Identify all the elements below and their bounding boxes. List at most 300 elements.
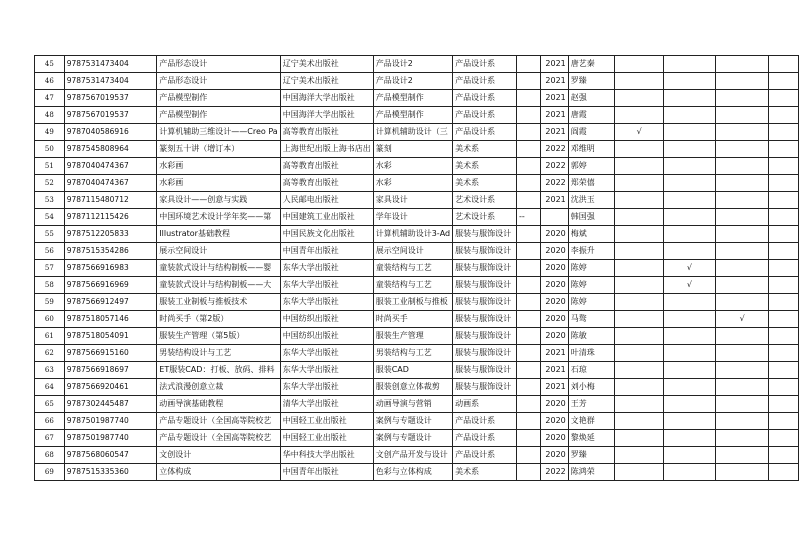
- extra-cell: [517, 124, 541, 141]
- department-cell: 产品设计系: [453, 90, 517, 107]
- department-cell: 服装与服饰设计: [453, 311, 517, 328]
- empty-cell: [769, 56, 799, 73]
- table-row: [35, 90, 799, 107]
- course-cell: 篆刻: [373, 141, 452, 158]
- title-cell: Illustrator基础教程: [157, 226, 280, 243]
- title-cell: ET服装CAD：打板、放码、排料: [157, 362, 280, 379]
- course-cell: 计算机辅助设计3-Ad: [373, 226, 452, 243]
- extra-cell: [517, 447, 541, 464]
- department-cell: 产品设计系: [453, 56, 517, 73]
- course-cell: 案例与专题设计: [373, 413, 452, 430]
- mark-cell-3: [716, 413, 769, 430]
- table-row: [35, 226, 799, 243]
- empty-cell: [769, 260, 799, 277]
- publisher-cell: 人民邮电出版社: [280, 192, 373, 209]
- mark-cell-2: [663, 311, 715, 328]
- course-cell: 时尚买手: [373, 311, 452, 328]
- extra-cell: [517, 158, 541, 175]
- mark-cell-3: [716, 209, 769, 226]
- extra-cell: [517, 311, 541, 328]
- table-row: [35, 328, 799, 345]
- mark-cell-2: [663, 464, 715, 481]
- isbn-cell: 9787112115426: [64, 209, 157, 226]
- publisher-cell: 中国民族文化出版社: [280, 226, 373, 243]
- course-cell: 案例与专题设计: [373, 430, 452, 447]
- mark-cell-2: [663, 379, 715, 396]
- mark-cell-2: [663, 73, 715, 90]
- extra-cell: [517, 56, 541, 73]
- table-row: [35, 209, 799, 226]
- author-cell: 郭婷: [568, 158, 615, 175]
- table-row: [35, 107, 799, 124]
- table-row: [35, 396, 799, 413]
- mark-cell-1: [615, 243, 663, 260]
- spreadsheet-page: [34, 55, 799, 481]
- year-cell: 2022: [540, 175, 568, 192]
- mark-cell-1: [615, 345, 663, 362]
- mark-cell-1: [615, 447, 663, 464]
- publisher-cell: 中国青年出版社: [280, 243, 373, 260]
- author-cell: 赵强: [568, 90, 615, 107]
- title-cell: 童装款式设计与结构制板——大: [157, 277, 280, 294]
- department-cell: 服装与服饰设计: [453, 294, 517, 311]
- year-cell: 2021: [540, 73, 568, 90]
- department-cell: 服装与服饰设计: [453, 243, 517, 260]
- title-cell: 产品专题设计（全国高等院校艺: [157, 413, 280, 430]
- mark-cell-3: [716, 175, 769, 192]
- year-cell: 2020: [540, 277, 568, 294]
- mark-cell-3: [716, 430, 769, 447]
- table-row: [35, 73, 799, 90]
- course-cell: 童装结构与工艺: [373, 277, 452, 294]
- row-index: 56: [35, 243, 65, 260]
- mark-cell-3: [716, 260, 769, 277]
- year-cell: 2021: [540, 124, 568, 141]
- table-row: [35, 345, 799, 362]
- table-row: [35, 192, 799, 209]
- row-index: 46: [35, 73, 65, 90]
- empty-cell: [769, 345, 799, 362]
- year-cell: 2021: [540, 107, 568, 124]
- mark-cell-3: [716, 124, 769, 141]
- department-cell: 美术系: [453, 158, 517, 175]
- author-cell: 马骜: [568, 311, 615, 328]
- mark-cell-1: [615, 107, 663, 124]
- row-index: 69: [35, 464, 65, 481]
- mark-cell-3: [716, 141, 769, 158]
- publisher-cell: 中国纺织出版社: [280, 311, 373, 328]
- department-cell: 服装与服饰设计: [453, 362, 517, 379]
- course-cell: 水彩: [373, 175, 452, 192]
- publisher-cell: 华中科技大学出版社: [280, 447, 373, 464]
- course-cell: 产品模型制作: [373, 90, 452, 107]
- author-cell: 罗臻: [568, 447, 615, 464]
- mark-cell-3: [716, 107, 769, 124]
- isbn-cell: 9787515335360: [64, 464, 157, 481]
- year-cell: 2022: [540, 158, 568, 175]
- title-cell: 时尚买手（第2版）: [157, 311, 280, 328]
- year-cell: 2021: [540, 56, 568, 73]
- mark-cell-1: [615, 413, 663, 430]
- author-cell: 陈婷: [568, 294, 615, 311]
- title-cell: 产品形态设计: [157, 56, 280, 73]
- publisher-cell: 清华大学出版社: [280, 396, 373, 413]
- table-row: [35, 158, 799, 175]
- table-body: [35, 56, 799, 481]
- isbn-cell: 9787515354286: [64, 243, 157, 260]
- isbn-cell: 9787115480712: [64, 192, 157, 209]
- mark-cell-3: [716, 396, 769, 413]
- publisher-cell: 高等教育出版社: [280, 175, 373, 192]
- empty-cell: [769, 192, 799, 209]
- row-index: 55: [35, 226, 65, 243]
- publisher-cell: 东华大学出版社: [280, 277, 373, 294]
- extra-cell: [517, 192, 541, 209]
- extra-cell: [517, 328, 541, 345]
- mark-cell-1: [615, 328, 663, 345]
- empty-cell: [769, 311, 799, 328]
- course-cell: 色彩与立体构成: [373, 464, 452, 481]
- department-cell: 产品设计系: [453, 430, 517, 447]
- extra-cell: [517, 362, 541, 379]
- year-cell: 2021: [540, 90, 568, 107]
- publisher-cell: 中国海洋大学出版社: [280, 90, 373, 107]
- year-cell: 2020: [540, 260, 568, 277]
- title-cell: 男装结构设计与工艺: [157, 345, 280, 362]
- mark-cell-2: [663, 107, 715, 124]
- course-cell: 文创产品开发与设计: [373, 447, 452, 464]
- title-cell: 服装工业制板与推板技术: [157, 294, 280, 311]
- empty-cell: [769, 141, 799, 158]
- course-cell: 童装结构与工艺: [373, 260, 452, 277]
- year-cell: 2020: [540, 447, 568, 464]
- empty-cell: [769, 124, 799, 141]
- author-cell: 唐艺秦: [568, 56, 615, 73]
- mark-cell-1: [615, 362, 663, 379]
- table-row: [35, 464, 799, 481]
- course-cell: 产品设计2: [373, 73, 452, 90]
- author-cell: 黎焕延: [568, 430, 615, 447]
- extra-cell: [517, 73, 541, 90]
- isbn-cell: 9787568060547: [64, 447, 157, 464]
- empty-cell: [769, 209, 799, 226]
- isbn-cell: 9787302445487: [64, 396, 157, 413]
- publisher-cell: 高等教育出版社: [280, 124, 373, 141]
- extra-cell: [517, 379, 541, 396]
- department-cell: 产品设计系: [453, 447, 517, 464]
- mark-cell-3: [716, 464, 769, 481]
- title-cell: 水彩画: [157, 175, 280, 192]
- row-index: 49: [35, 124, 65, 141]
- table-row: [35, 260, 799, 277]
- mark-cell-2: [663, 124, 715, 141]
- publisher-cell: 中国轻工业出版社: [280, 413, 373, 430]
- mark-cell-2: [663, 141, 715, 158]
- empty-cell: [769, 226, 799, 243]
- extra-cell: [517, 175, 541, 192]
- author-cell: 陈婷: [568, 260, 615, 277]
- title-cell: 童装款式设计与结构制板——婴: [157, 260, 280, 277]
- publisher-cell: 东华大学出版社: [280, 362, 373, 379]
- mark-cell-3: [716, 56, 769, 73]
- course-cell: 男装结构与工艺: [373, 345, 452, 362]
- empty-cell: [769, 328, 799, 345]
- publisher-cell: 辽宁美术出版社: [280, 73, 373, 90]
- title-cell: 立体构成: [157, 464, 280, 481]
- table-row: [35, 379, 799, 396]
- mark-cell-2: [663, 328, 715, 345]
- author-cell: 唐霞: [568, 107, 615, 124]
- extra-cell: [517, 243, 541, 260]
- empty-cell: [769, 175, 799, 192]
- course-cell: 动画导演与营销: [373, 396, 452, 413]
- author-cell: 陈敏: [568, 328, 615, 345]
- row-index: 62: [35, 345, 65, 362]
- mark-cell-3: [716, 277, 769, 294]
- publisher-cell: 上海世纪出版上海书店出: [280, 141, 373, 158]
- mark-cell-1: [615, 73, 663, 90]
- author-cell: 文艳群: [568, 413, 615, 430]
- mark-cell-2: [663, 362, 715, 379]
- mark-cell-2: [663, 90, 715, 107]
- empty-cell: [769, 396, 799, 413]
- mark-cell-2: [663, 56, 715, 73]
- department-cell: 动画系: [453, 396, 517, 413]
- mark-cell-2: [663, 294, 715, 311]
- isbn-cell: 9787566920461: [64, 379, 157, 396]
- mark-cell-3: √: [716, 311, 769, 328]
- table-row: [35, 141, 799, 158]
- year-cell: 2022: [540, 141, 568, 158]
- author-cell: 郑荣僖: [568, 175, 615, 192]
- mark-cell-2: [663, 413, 715, 430]
- department-cell: 服装与服饰设计: [453, 328, 517, 345]
- publisher-cell: 中国海洋大学出版社: [280, 107, 373, 124]
- table-row: [35, 294, 799, 311]
- course-cell: 产品设计2: [373, 56, 452, 73]
- empty-cell: [769, 107, 799, 124]
- mark-cell-3: [716, 73, 769, 90]
- mark-cell-3: [716, 328, 769, 345]
- mark-cell-1: [615, 277, 663, 294]
- title-cell: 家具设计——创意与实践: [157, 192, 280, 209]
- year-cell: 2021: [540, 345, 568, 362]
- year-cell: 2021: [540, 192, 568, 209]
- department-cell: 服装与服饰设计: [453, 345, 517, 362]
- mark-cell-2: √: [663, 260, 715, 277]
- title-cell: 动画导演基础教程: [157, 396, 280, 413]
- isbn-cell: 9787040474367: [64, 175, 157, 192]
- publisher-cell: 中国建筑工业出版社: [280, 209, 373, 226]
- author-cell: 阎霞: [568, 124, 615, 141]
- extra-cell: [517, 90, 541, 107]
- department-cell: 美术系: [453, 175, 517, 192]
- publisher-cell: 辽宁美术出版社: [280, 56, 373, 73]
- mark-cell-1: [615, 311, 663, 328]
- author-cell: 韩国强: [568, 209, 615, 226]
- empty-cell: [769, 277, 799, 294]
- row-index: 54: [35, 209, 65, 226]
- mark-cell-2: [663, 175, 715, 192]
- mark-cell-3: [716, 192, 769, 209]
- course-cell: 家具设计: [373, 192, 452, 209]
- isbn-cell: 9787567019537: [64, 90, 157, 107]
- author-cell: 刘小梅: [568, 379, 615, 396]
- extra-cell: [517, 277, 541, 294]
- table-row: [35, 124, 799, 141]
- row-index: 65: [35, 396, 65, 413]
- department-cell: 产品设计系: [453, 107, 517, 124]
- mark-cell-1: [615, 430, 663, 447]
- author-cell: 石琼: [568, 362, 615, 379]
- title-cell: 产品模型制作: [157, 90, 280, 107]
- course-cell: 服装CAD: [373, 362, 452, 379]
- isbn-cell: 9787566912497: [64, 294, 157, 311]
- author-cell: 陈鸿荣: [568, 464, 615, 481]
- row-index: 63: [35, 362, 65, 379]
- mark-cell-1: [615, 175, 663, 192]
- year-cell: 2020: [540, 311, 568, 328]
- extra-cell: [517, 345, 541, 362]
- title-cell: 水彩画: [157, 158, 280, 175]
- title-cell: 产品模型制作: [157, 107, 280, 124]
- year-cell: 2021: [540, 362, 568, 379]
- mark-cell-2: [663, 447, 715, 464]
- extra-cell: [517, 464, 541, 481]
- department-cell: 美术系: [453, 464, 517, 481]
- table-row: [35, 56, 799, 73]
- extra-cell: --: [517, 209, 541, 226]
- isbn-cell: 9787518057146: [64, 311, 157, 328]
- author-cell: 叶清珠: [568, 345, 615, 362]
- mark-cell-2: [663, 192, 715, 209]
- isbn-cell: 9787512205833: [64, 226, 157, 243]
- empty-cell: [769, 464, 799, 481]
- publisher-cell: 东华大学出版社: [280, 345, 373, 362]
- isbn-cell: 9787501987740: [64, 430, 157, 447]
- title-cell: 篆刻五十讲（增订本）: [157, 141, 280, 158]
- publisher-cell: 中国青年出版社: [280, 464, 373, 481]
- title-cell: 计算机辅助三维设计——Creo Pa: [157, 124, 280, 141]
- mark-cell-1: √: [615, 124, 663, 141]
- author-cell: 罗臻: [568, 73, 615, 90]
- author-cell: 邓维明: [568, 141, 615, 158]
- empty-cell: [769, 158, 799, 175]
- mark-cell-3: [716, 362, 769, 379]
- empty-cell: [769, 379, 799, 396]
- mark-cell-2: [663, 158, 715, 175]
- textbook-table: [34, 55, 799, 481]
- mark-cell-1: [615, 226, 663, 243]
- mark-cell-3: [716, 447, 769, 464]
- mark-cell-3: [716, 243, 769, 260]
- extra-cell: [517, 413, 541, 430]
- row-index: 52: [35, 175, 65, 192]
- mark-cell-3: [716, 379, 769, 396]
- isbn-cell: 9787040474367: [64, 158, 157, 175]
- mark-cell-1: [615, 396, 663, 413]
- title-cell: 服装生产管理（第5版）: [157, 328, 280, 345]
- author-cell: 王芳: [568, 396, 615, 413]
- author-cell: 梅斌: [568, 226, 615, 243]
- department-cell: 服装与服饰设计: [453, 379, 517, 396]
- year-cell: 2020: [540, 243, 568, 260]
- table-row: [35, 175, 799, 192]
- isbn-cell: 9787545808964: [64, 141, 157, 158]
- mark-cell-1: [615, 141, 663, 158]
- row-index: 64: [35, 379, 65, 396]
- department-cell: 产品设计系: [453, 124, 517, 141]
- title-cell: 文创设计: [157, 447, 280, 464]
- publisher-cell: 东华大学出版社: [280, 294, 373, 311]
- table-row: [35, 243, 799, 260]
- author-cell: 沈洪玉: [568, 192, 615, 209]
- year-cell: 2022: [540, 464, 568, 481]
- extra-cell: [517, 141, 541, 158]
- department-cell: 产品设计系: [453, 413, 517, 430]
- extra-cell: [517, 430, 541, 447]
- mark-cell-3: [716, 90, 769, 107]
- title-cell: 展示空间设计: [157, 243, 280, 260]
- department-cell: 艺术设计系: [453, 192, 517, 209]
- mark-cell-1: [615, 158, 663, 175]
- department-cell: 服装与服饰设计: [453, 226, 517, 243]
- publisher-cell: 东华大学出版社: [280, 379, 373, 396]
- row-index: 51: [35, 158, 65, 175]
- title-cell: 中国环境艺术设计学年奖——第: [157, 209, 280, 226]
- row-index: 67: [35, 430, 65, 447]
- empty-cell: [769, 430, 799, 447]
- row-index: 53: [35, 192, 65, 209]
- mark-cell-2: [663, 396, 715, 413]
- table-row: [35, 277, 799, 294]
- row-index: 61: [35, 328, 65, 345]
- isbn-cell: 9787566918697: [64, 362, 157, 379]
- mark-cell-2: √: [663, 277, 715, 294]
- isbn-cell: 9787566915160: [64, 345, 157, 362]
- mark-cell-2: [663, 243, 715, 260]
- course-cell: 展示空间设计: [373, 243, 452, 260]
- mark-cell-2: [663, 209, 715, 226]
- table-row: [35, 430, 799, 447]
- empty-cell: [769, 362, 799, 379]
- mark-cell-2: [663, 226, 715, 243]
- year-cell: 2020: [540, 294, 568, 311]
- course-cell: 服装工业制板与推板: [373, 294, 452, 311]
- mark-cell-2: [663, 345, 715, 362]
- isbn-cell: 9787566916983: [64, 260, 157, 277]
- extra-cell: [517, 107, 541, 124]
- department-cell: 服装与服饰设计: [453, 277, 517, 294]
- mark-cell-1: [615, 192, 663, 209]
- year-cell: [540, 209, 568, 226]
- table-row: [35, 413, 799, 430]
- mark-cell-1: [615, 90, 663, 107]
- isbn-cell: 9787567019537: [64, 107, 157, 124]
- empty-cell: [769, 90, 799, 107]
- mark-cell-2: [663, 430, 715, 447]
- isbn-cell: 9787518054091: [64, 328, 157, 345]
- row-index: 58: [35, 277, 65, 294]
- row-index: 50: [35, 141, 65, 158]
- publisher-cell: 中国轻工业出版社: [280, 430, 373, 447]
- year-cell: 2020: [540, 430, 568, 447]
- isbn-cell: 9787501987740: [64, 413, 157, 430]
- publisher-cell: 高等教育出版社: [280, 158, 373, 175]
- isbn-cell: 9787531473404: [64, 73, 157, 90]
- table-row: [35, 362, 799, 379]
- mark-cell-3: [716, 226, 769, 243]
